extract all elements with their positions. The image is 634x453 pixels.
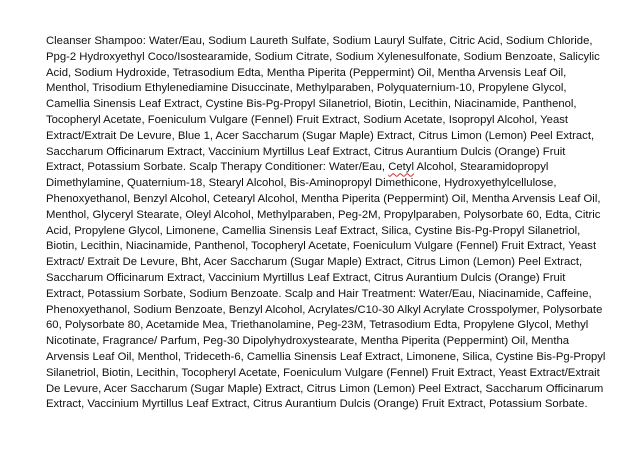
ingredients-text-part-2: Alcohol, Stearamidopropyl Dimethylamine, Quaternium-18, Stearyl Alcohol, Bis-Aminopropyl Dimethicone, Hydroxyethylcellulose, Phenoxyethanol, Benzyl Alcohol, Cetearyl Alcohol, Mentha Piperita (Peppermint) Oil, Mentha Arvensis Leaf Oil, Menthol, Glyceryl Stearate, Oleyl Alcohol, Methylparaben, Peg-2M, Propylparaben, Polysorbate 60, Edta, Citric Acid, Propylene Glycol, Limonene, Camellia Sinensis Leaf Extract, Silica, Cystine Bis-Pg-Propyl Silanetriol, Biotin, Lecithin, Niacinamide, Panthenol, Tocopheryl Acetate, Foeniculum Vulgare (Fennel) Fruit Extract, Yeast Extract/ Extrait De Levure, Bht, Acer Saccharum (Sugar Maple) Extract, Citrus Limon (Lemon) Peel Extract, Saccharum Officinarum Extract, Vaccinium Myrtillus Leaf Extract, Citrus Aurantium Dulcis (Orange) Fruit Extract, Potassium Sorbate, Sodium Benzoate. Scalp and Hair Treatment: Water/Eau, Niacinamide, Caffeine, Phenoxyethanol, Sodium Benzoate, Benzyl Alcohol, Acrylates/C10-30 Alkyl Acrylate Crosspolymer, Polysorbate 60, Polysorbate 80, Acetamide Mea, Triethanolamine, Peg-23M, Tetrasodium Edta, Propylene Glycol, Methyl Nicotinate, Fragrance/ Parfum, Peg-30 Dipolyhydroxystearate, Mentha Piperita (Peppermint) Oil, Mentha Arvensis Leaf Oil, Menthol, Trideceth-6, Camellia Sinensis Leaf Extract, Limonene, Silica, Cystine Bis-Pg-Propyl Silanetriol, Biotin, Lecithin, Tocopheryl Acetate, Foeniculum Vulgare (Fennel) Fruit Extract, Yeast Extract/Extrait De Levure, Acer Saccharum (Sugar Maple) Extract, Citrus Limon (Lemon) Peel Extract, Saccharum Officinarum Extract, Vaccinium Myrtillus Leaf Extract, Citrus Aurantium Dulcis (Orange) Fruit Extract, Potassium Sorbate.	[46, 161, 606, 411]
spellcheck-flagged-word: Cetyl	[388, 161, 414, 174]
ingredients-paragraph	[46, 34, 606, 413]
ingredients-text-part-1: Cleanser Shampoo: Water/Eau, Sodium Laureth Sulfate, Sodium Lauryl Sulfate, Citric Acid, Sodium Chloride, Ppg-2 Hydroxyethyl Coco/Isostearamide, Sodium Citrate, Sodium Xylenesulfonate, Sodium Benzoate, Salicylic Acid, Sodium Hydroxide, Tetrasodium Edta, Mentha Piperita (Peppermint) Oil, Mentha Arvensis Leaf Oil, Menthol, Trisodium Ethylenediamine Disuccinate, Methylparaben, Polyquaternium-10, Propylene Glycol, Camellia Sinensis Leaf Extract, Cystine Bis-Pg-Propyl Silanetriol, Biotin, Lecithin, Niacinamide, Panthenol, Tocopheryl Acetate, Foeniculum Vulgare (Fennel) Fruit Extract, Sodium Acetate, Isopropyl Alcohol, Yeast Extract/Extrait De Levure, Blue 1, Acer Saccharum (Sugar Maple) Extract, Citrus Limon (Lemon) Peel Extract, Saccharum Officinarum Extract, Vaccinium Myrtillus Leaf Extract, Citrus Aurantium Dulcis (Orange) Fruit Extract, Potassium Sorbate. Scalp Therapy Conditioner: Water/Eau,	[46, 35, 600, 174]
